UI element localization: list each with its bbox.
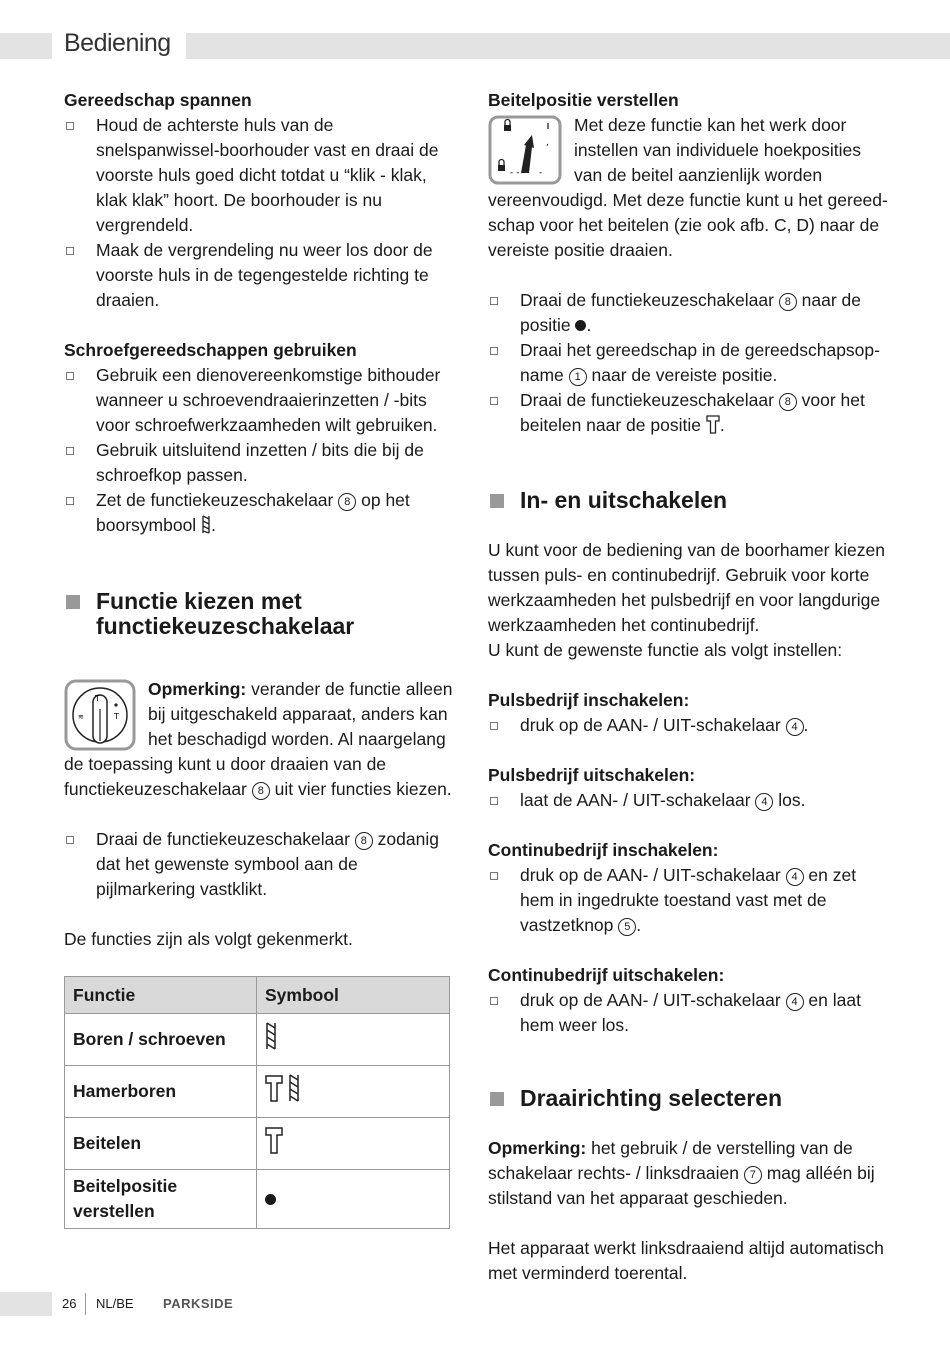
- table-cell-symbol: [257, 1170, 450, 1229]
- table-row: [65, 1118, 450, 1170]
- chisel-position-icon: [488, 115, 562, 185]
- brand-logo: PARKSIDE: [163, 1296, 234, 1311]
- paragraph: Het apparaat werkt linksdraaiend altijd automatisch met verminderd toerental.: [488, 1238, 884, 1283]
- list-item: Houd de achterste huls van de snelspanwissel-boorhouder vast en draai de voorste huls goed dicht totdat u “klik - klak, klak klak” hoort. De boorhouder is nu vergrendeld.: [64, 113, 459, 238]
- list-item: Maak de vergrendeling nu weer los door de voorste huls in de tegengestelde richting te draaien.: [64, 238, 459, 313]
- list-item: Gebruik uitsluitend inzetten / bits die bij de schroefkop passen.: [64, 438, 459, 488]
- list-item: Draai de functiekeuzeschakelaar 8 zodanig dat het gewenste symbool aan de pijlmarkering vastklikt.: [64, 827, 459, 902]
- section-title-screw-tools: Schroefgereedschappen gebruiken: [64, 340, 357, 360]
- left-column: [64, 88, 459, 1229]
- callout-number: 4: [786, 993, 804, 1011]
- list-item: Gebruik een dienovereenkomstige bithouder wanneer u schroevendraaierinzetten / -bits voor schroefwerkzaamheden wilt gebruiken.: [64, 363, 459, 438]
- table-cell-symbol: [257, 1066, 450, 1118]
- heading-rotation-direction: Draairichting selecteren: [488, 1086, 888, 1111]
- table-row: [65, 1170, 450, 1229]
- list-item: Draai het gereedschap in de gereedschapsop-name 1 naar de vereiste positie.: [488, 338, 888, 388]
- hammer-symbol-icon: [265, 1073, 283, 1103]
- callout-number: 8: [355, 832, 373, 850]
- drill-symbol-icon: [288, 1073, 300, 1103]
- page-title: Bediening: [64, 29, 171, 57]
- chisel-position-block: - - - , Met deze functie kan het werk door instellen van individuele hoekposities van de beitel aanzienlijk worden vereenvoudigd. Met deze functie kunt u het gereed-schap voor het beitelen (zie ook afb. C, D) naar de vereiste positie draaien.: [488, 115, 888, 260]
- list-item: druk op de AAN- / UIT-schakelaar 4 en laat hem weer los.: [488, 988, 888, 1038]
- function-table: [64, 976, 450, 1229]
- svg-text:T: T: [114, 712, 119, 721]
- list-item: laat de AAN- / UIT-schakelaar 4 los.: [488, 788, 888, 813]
- list-item: druk op de AAN- / UIT-schakelaar 4 .: [488, 713, 888, 738]
- callout-number: 5: [618, 918, 636, 936]
- paragraph: U kunt de gewenste functie als volgt instellen:: [488, 640, 843, 660]
- list-item: Draai de functiekeuzeschakelaar 8 naar de positie .: [488, 288, 888, 338]
- header-bar-right: [186, 33, 950, 59]
- subheading-continuous-off: Continubedrijf uitschakelen:: [488, 965, 725, 985]
- callout-number: 8: [338, 493, 356, 511]
- heading-on-off: In- en uitschakelen: [488, 488, 888, 513]
- table-cell-symbol: [257, 1014, 450, 1066]
- callout-number: 7: [744, 1166, 762, 1184]
- svg-text:T: T: [95, 694, 100, 703]
- svg-text:- -: - -: [510, 168, 520, 178]
- callout-number: 4: [786, 868, 804, 886]
- table-cell-function: Hamerboren: [65, 1066, 257, 1118]
- note-paragraph: Opmerking: het gebruik / de verstelling van de schakelaar rechts- / linksdraaien 7 mag alléén bij stilstand van het apparaat geschieden.: [488, 1138, 875, 1208]
- hammer-symbol-icon: [706, 414, 720, 434]
- dot-symbol-icon: [575, 320, 586, 331]
- subheading-pulse-on: Pulsbedrijf inschakelen:: [488, 690, 690, 710]
- drill-symbol-icon: [201, 514, 211, 534]
- callout-number: 4: [786, 718, 804, 736]
- table-cell-function: Beitelpositie verstellen: [65, 1170, 257, 1229]
- svg-text:-: -: [539, 168, 543, 178]
- list-item: Zet de functiekeuzeschakelaar 8 op het boorsymbool .: [64, 488, 459, 538]
- footer-bar: [0, 1292, 52, 1316]
- function-dial-icon: [64, 679, 136, 751]
- subheading-continuous-on: Continubedrijf inschakelen:: [488, 840, 719, 860]
- heading-function-select: Functie kiezen met functiekeuzeschakelaar: [64, 589, 459, 639]
- callout-number: 8: [252, 782, 270, 800]
- table-intro: De functies zijn als volgt gekenmerkt.: [64, 929, 353, 949]
- dot-symbol-icon: [265, 1194, 276, 1205]
- table-row: [65, 1066, 450, 1118]
- table-cell-function: Beitelen: [65, 1118, 257, 1170]
- language-code: NL/BE: [96, 1296, 134, 1311]
- right-column: [488, 88, 888, 1286]
- callout-number: 8: [779, 293, 797, 311]
- list-item: Draai de functiekeuzeschakelaar 8 voor het beitelen naar de positie .: [488, 388, 888, 438]
- callout-number: 4: [755, 793, 773, 811]
- list-item: druk op de AAN- / UIT-schakelaar 4 en zet hem in ingedrukte toestand vast met de vastzetknop 5 .: [488, 863, 888, 938]
- table-cell-function: Boren / schroeven: [65, 1014, 257, 1066]
- paragraph: U kunt voor de bediening van de boorhamer kiezen tussen puls- en continubedrijf. Gebruik voor korte werkzaamheden het pulsbedrijf en voor langdurige werkzaamheden het continubedrijf.: [488, 540, 885, 635]
- section-title-tool-clamping: Gereedschap spannen: [64, 90, 252, 110]
- hammer-symbol-icon: [265, 1125, 283, 1155]
- table-cell-symbol: [257, 1118, 450, 1170]
- page-number: 26: [62, 1296, 77, 1311]
- svg-text:≋: ≋: [78, 713, 84, 721]
- svg-text:,: ,: [546, 138, 549, 148]
- table-row: [65, 1014, 450, 1066]
- note-block: T ≋ T Opmerking: verander de functie alleen bij uitgeschakeld apparaat, anders kan het beschadigd worden. Al naargelang de toepassing kunt u door draaien van de functiekeuzeschakelaar 8 uit vier functies kiezen.: [64, 679, 453, 799]
- callout-number: 8: [779, 393, 797, 411]
- header-bar-left: [0, 33, 52, 59]
- subheading-pulse-off: Pulsbedrijf uitschakelen:: [488, 765, 696, 785]
- section-title-chisel-position: Beitelpositie verstellen: [488, 90, 679, 110]
- table-header-function: Functie: [65, 977, 257, 1014]
- callout-number: 1: [569, 368, 587, 386]
- table-header-row: [65, 977, 450, 1014]
- table-header-symbol: Symbool: [257, 977, 450, 1014]
- footer-divider: [85, 1293, 86, 1315]
- drill-symbol-icon: [265, 1021, 277, 1051]
